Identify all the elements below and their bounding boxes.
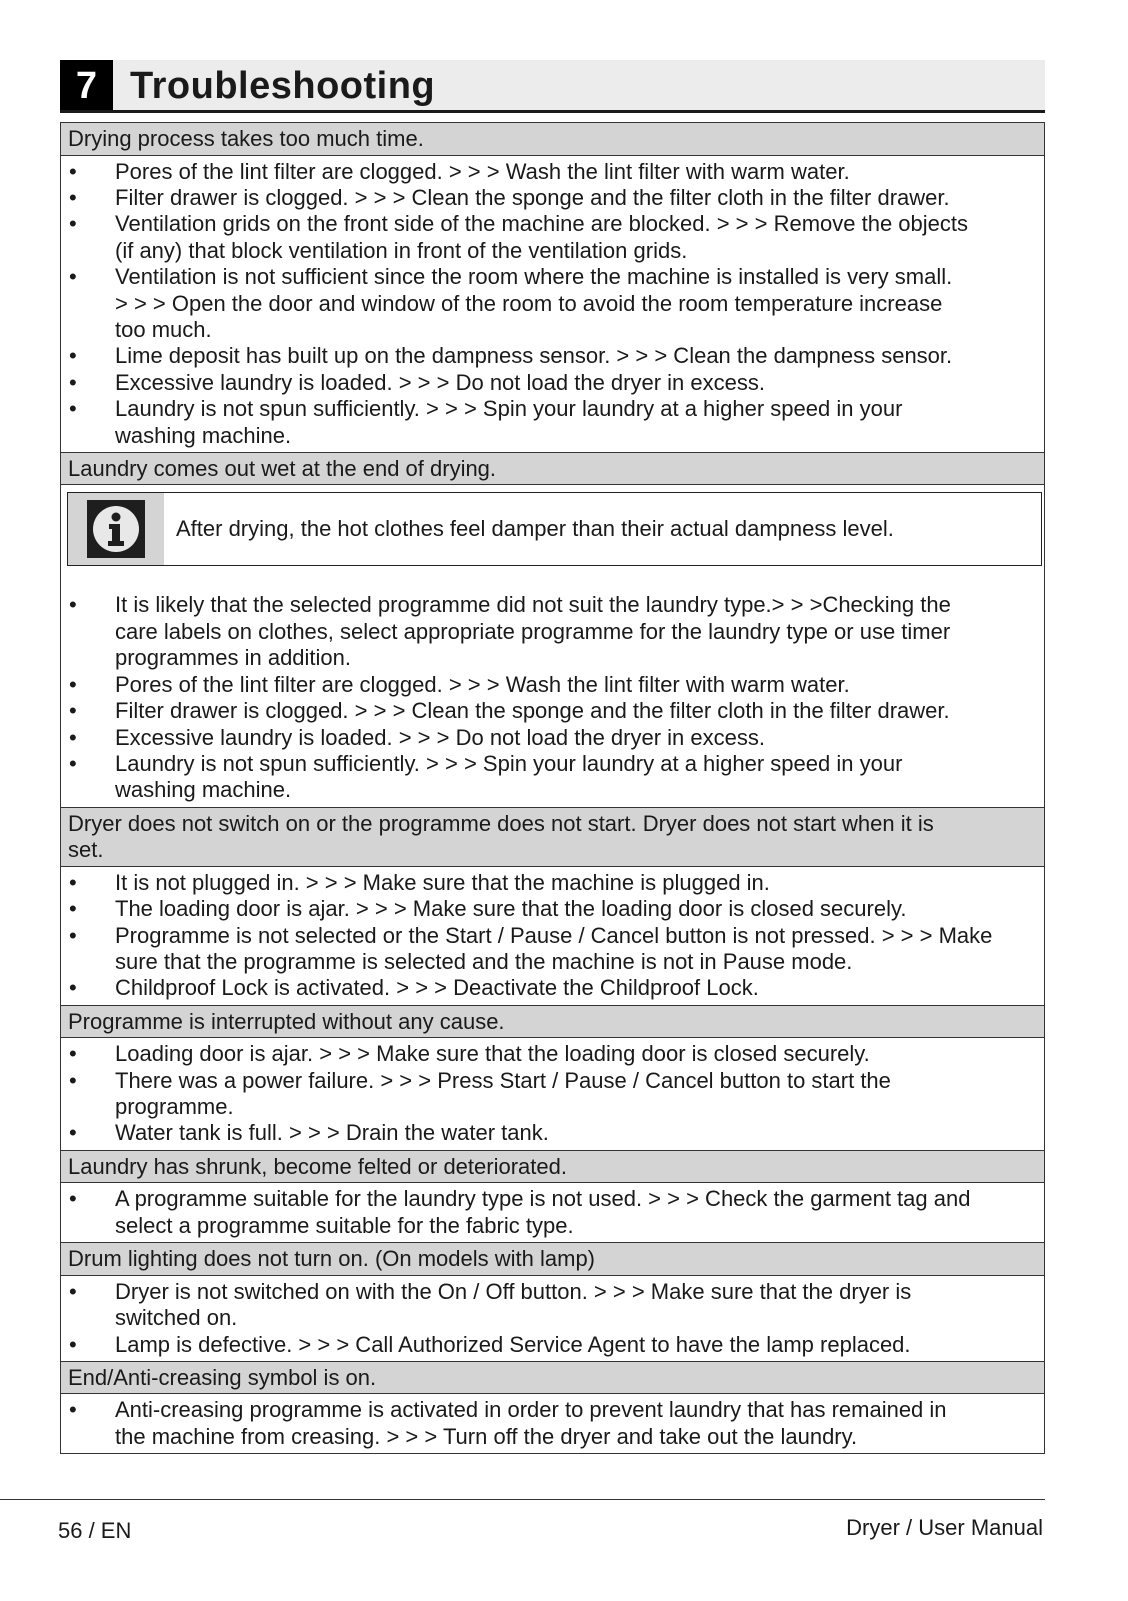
solutions-list (61, 1038, 1044, 1151)
list-item-line: washing machine. (115, 777, 292, 803)
list-item-line: Pores of the lint filter are clogged. > > > Wash the lint filter with warm water. (115, 158, 850, 184)
list-item (61, 698, 1044, 724)
list-item (61, 1186, 1044, 1239)
list-item-line: Laundry is not spun sufficiently. > > > Spin your laundry at a higher speed in your (115, 750, 903, 776)
problem-heading (61, 1006, 1044, 1039)
list-item (61, 1068, 1044, 1121)
solutions-list (61, 156, 1044, 453)
list-item-line: > > > Open the door and window of the room to avoid the room temperature increase (115, 290, 943, 316)
info-icon-box (68, 493, 164, 565)
problem-heading-line: set. (68, 837, 104, 863)
bullet: • (69, 750, 77, 776)
solutions-list (61, 485, 1044, 807)
list-item (61, 1041, 1044, 1067)
problem-heading-line: End/Anti-creasing symbol is on. (68, 1364, 377, 1390)
list-item-line: There was a power failure. > > > Press Start / Pause / Cancel button to start the (115, 1067, 891, 1093)
list-item-line: Lime deposit has built up on the dampness sensor. > > > Clean the dampness sensor. (115, 343, 953, 369)
problem-heading (61, 453, 1044, 486)
list-item (61, 1120, 1044, 1146)
problem-heading-line: Programme is interrupted without any cause. (68, 1008, 505, 1034)
list-item-line: Laundry is not spun sufficiently. > > > Spin your laundry at a higher speed in your (115, 396, 903, 422)
list-item (61, 923, 1044, 976)
problem-heading-line: Laundry comes out wet at the end of drying. (68, 455, 497, 481)
page-number: 56 / EN (58, 1518, 132, 1543)
bullet: • (69, 592, 77, 618)
list-item-line: washing machine. (115, 422, 292, 448)
list-item (61, 343, 1044, 369)
problem-heading (61, 123, 1044, 156)
problem-heading (61, 1151, 1044, 1184)
list-item-line: programme. (115, 1094, 234, 1120)
list-item-line: Loading door is ajar. > > > Make sure that the loading door is closed securely. (115, 1041, 870, 1067)
list-item-line: too much. (115, 316, 212, 342)
bullet: • (69, 1331, 77, 1357)
bullet: • (69, 184, 77, 210)
footer-divider (0, 1499, 1045, 1500)
info-icon (87, 500, 145, 558)
list-item (61, 1397, 1044, 1450)
page-title: Troubleshooting (130, 65, 436, 107)
list-item-line: Excessive laundry is loaded. > > > Do not load the dryer in excess. (115, 369, 765, 395)
info-text: After drying, the hot clothes feel damper than their actual dampness level. (176, 516, 894, 542)
list-item (61, 1279, 1044, 1332)
list-item-line: Dryer is not switched on with the On / Off button. > > > Make sure that the dryer is (115, 1278, 912, 1304)
section-title-bar (60, 60, 1045, 113)
info-note (67, 492, 1042, 566)
bullet: • (69, 896, 77, 922)
list-item-line: Programme is not selected or the Start / Pause / Cancel button is not pressed. > > > Make (115, 922, 993, 948)
list-item (61, 264, 1044, 343)
list-item-line: Ventilation grids on the front side of the machine are blocked. > > > Remove the objects (115, 211, 969, 237)
list-item (61, 592, 1044, 671)
bullet: • (69, 975, 77, 1001)
solutions-list (61, 1394, 1044, 1453)
list-item-line: Ventilation is not sufficient since the room where the machine is installed is very small. (115, 264, 953, 290)
chapter-number: 7 (60, 60, 113, 110)
bullet: • (69, 1186, 77, 1212)
bullet: • (69, 211, 77, 237)
bullet: • (69, 922, 77, 948)
bullet: • (69, 671, 77, 697)
document-name: Dryer / User Manual (846, 1515, 1043, 1540)
list-item-line: Childproof Lock is activated. > > > Deactivate the Childproof Lock. (115, 975, 759, 1001)
problem-heading-line: Drum lighting does not turn on. (On models with lamp) (68, 1246, 596, 1272)
list-item (61, 211, 1044, 264)
list-item-line: Lamp is defective. > > > Call Authorized Service Agent to have the lamp replaced. (115, 1331, 911, 1357)
list-item (61, 370, 1044, 396)
bullet: • (69, 1120, 77, 1146)
bullet: • (69, 724, 77, 750)
list-item-line: A programme suitable for the laundry type is not used. > > > Check the garment tag and (115, 1186, 971, 1212)
solutions-list (61, 1183, 1044, 1243)
troubleshooting-table (60, 122, 1045, 1454)
list-item-line: Pores of the lint filter are clogged. > > > Wash the lint filter with warm water. (115, 671, 850, 697)
list-item (61, 896, 1044, 922)
list-item-line: Excessive laundry is loaded. > > > Do not load the dryer in excess. (115, 724, 765, 750)
problem-heading (61, 1243, 1044, 1276)
list-item-line: programmes in addition. (115, 645, 352, 671)
bullet: • (69, 369, 77, 395)
bullet: • (69, 1041, 77, 1067)
bullet: • (69, 698, 77, 724)
list-item (61, 725, 1044, 751)
list-item (61, 672, 1044, 698)
list-item-line: the machine from creasing. > > > Turn off the dryer and take out the laundry. (115, 1423, 858, 1449)
bullet: • (69, 158, 77, 184)
solutions-list (61, 1276, 1044, 1362)
list-item-line: switched on. (115, 1305, 238, 1331)
list-item (61, 396, 1044, 449)
problem-heading-line: Dryer does not switch on or the programme does not start. Dryer does not start when it is (68, 810, 934, 836)
bullet: • (69, 396, 77, 422)
bullet: • (69, 1278, 77, 1304)
problem-heading-line: Drying process takes too much time. (68, 126, 424, 151)
list-item-line: sure that the programme is selected and the machine is not in Pause mode. (115, 948, 853, 974)
bullet: • (69, 869, 77, 895)
bullet: • (69, 343, 77, 369)
list-item (61, 185, 1044, 211)
list-item-line: select a programme suitable for the fabric type. (115, 1212, 574, 1238)
list-item (61, 159, 1044, 185)
list-item-line: care labels on clothes, select appropriate programme for the laundry type or use timer (115, 618, 951, 644)
problem-heading-line: Laundry has shrunk, become felted or deteriorated. (68, 1153, 567, 1179)
list-item-line: (if any) that block ventilation in front of the ventilation grids. (115, 237, 688, 263)
list-item-line: It is not plugged in. > > > Make sure that the machine is plugged in. (115, 869, 770, 895)
list-item (61, 751, 1044, 804)
problem-heading (61, 1362, 1044, 1395)
bullet: • (69, 1397, 77, 1423)
problem-heading (61, 808, 1044, 867)
bullet: • (69, 1067, 77, 1093)
bullet: • (69, 264, 77, 290)
solutions-list (61, 867, 1044, 1006)
list-item-line: It is likely that the selected programme did not suit the laundry type.> > >Checking the (115, 592, 951, 618)
list-item-line: Anti-creasing programme is activated in order to prevent laundry that has remained in (115, 1397, 947, 1423)
list-item-line: Water tank is full. > > > Drain the water tank. (115, 1120, 549, 1146)
list-item (61, 870, 1044, 896)
list-item (61, 1332, 1044, 1358)
list-item-line: Filter drawer is clogged. > > > Clean the sponge and the filter cloth in the filter drawer. (115, 698, 950, 724)
list-item-line: The loading door is ajar. > > > Make sure that the loading door is closed securely. (115, 896, 907, 922)
list-item-line: Filter drawer is clogged. > > > Clean the sponge and the filter cloth in the filter drawer. (115, 184, 950, 210)
list-item (61, 975, 1044, 1001)
